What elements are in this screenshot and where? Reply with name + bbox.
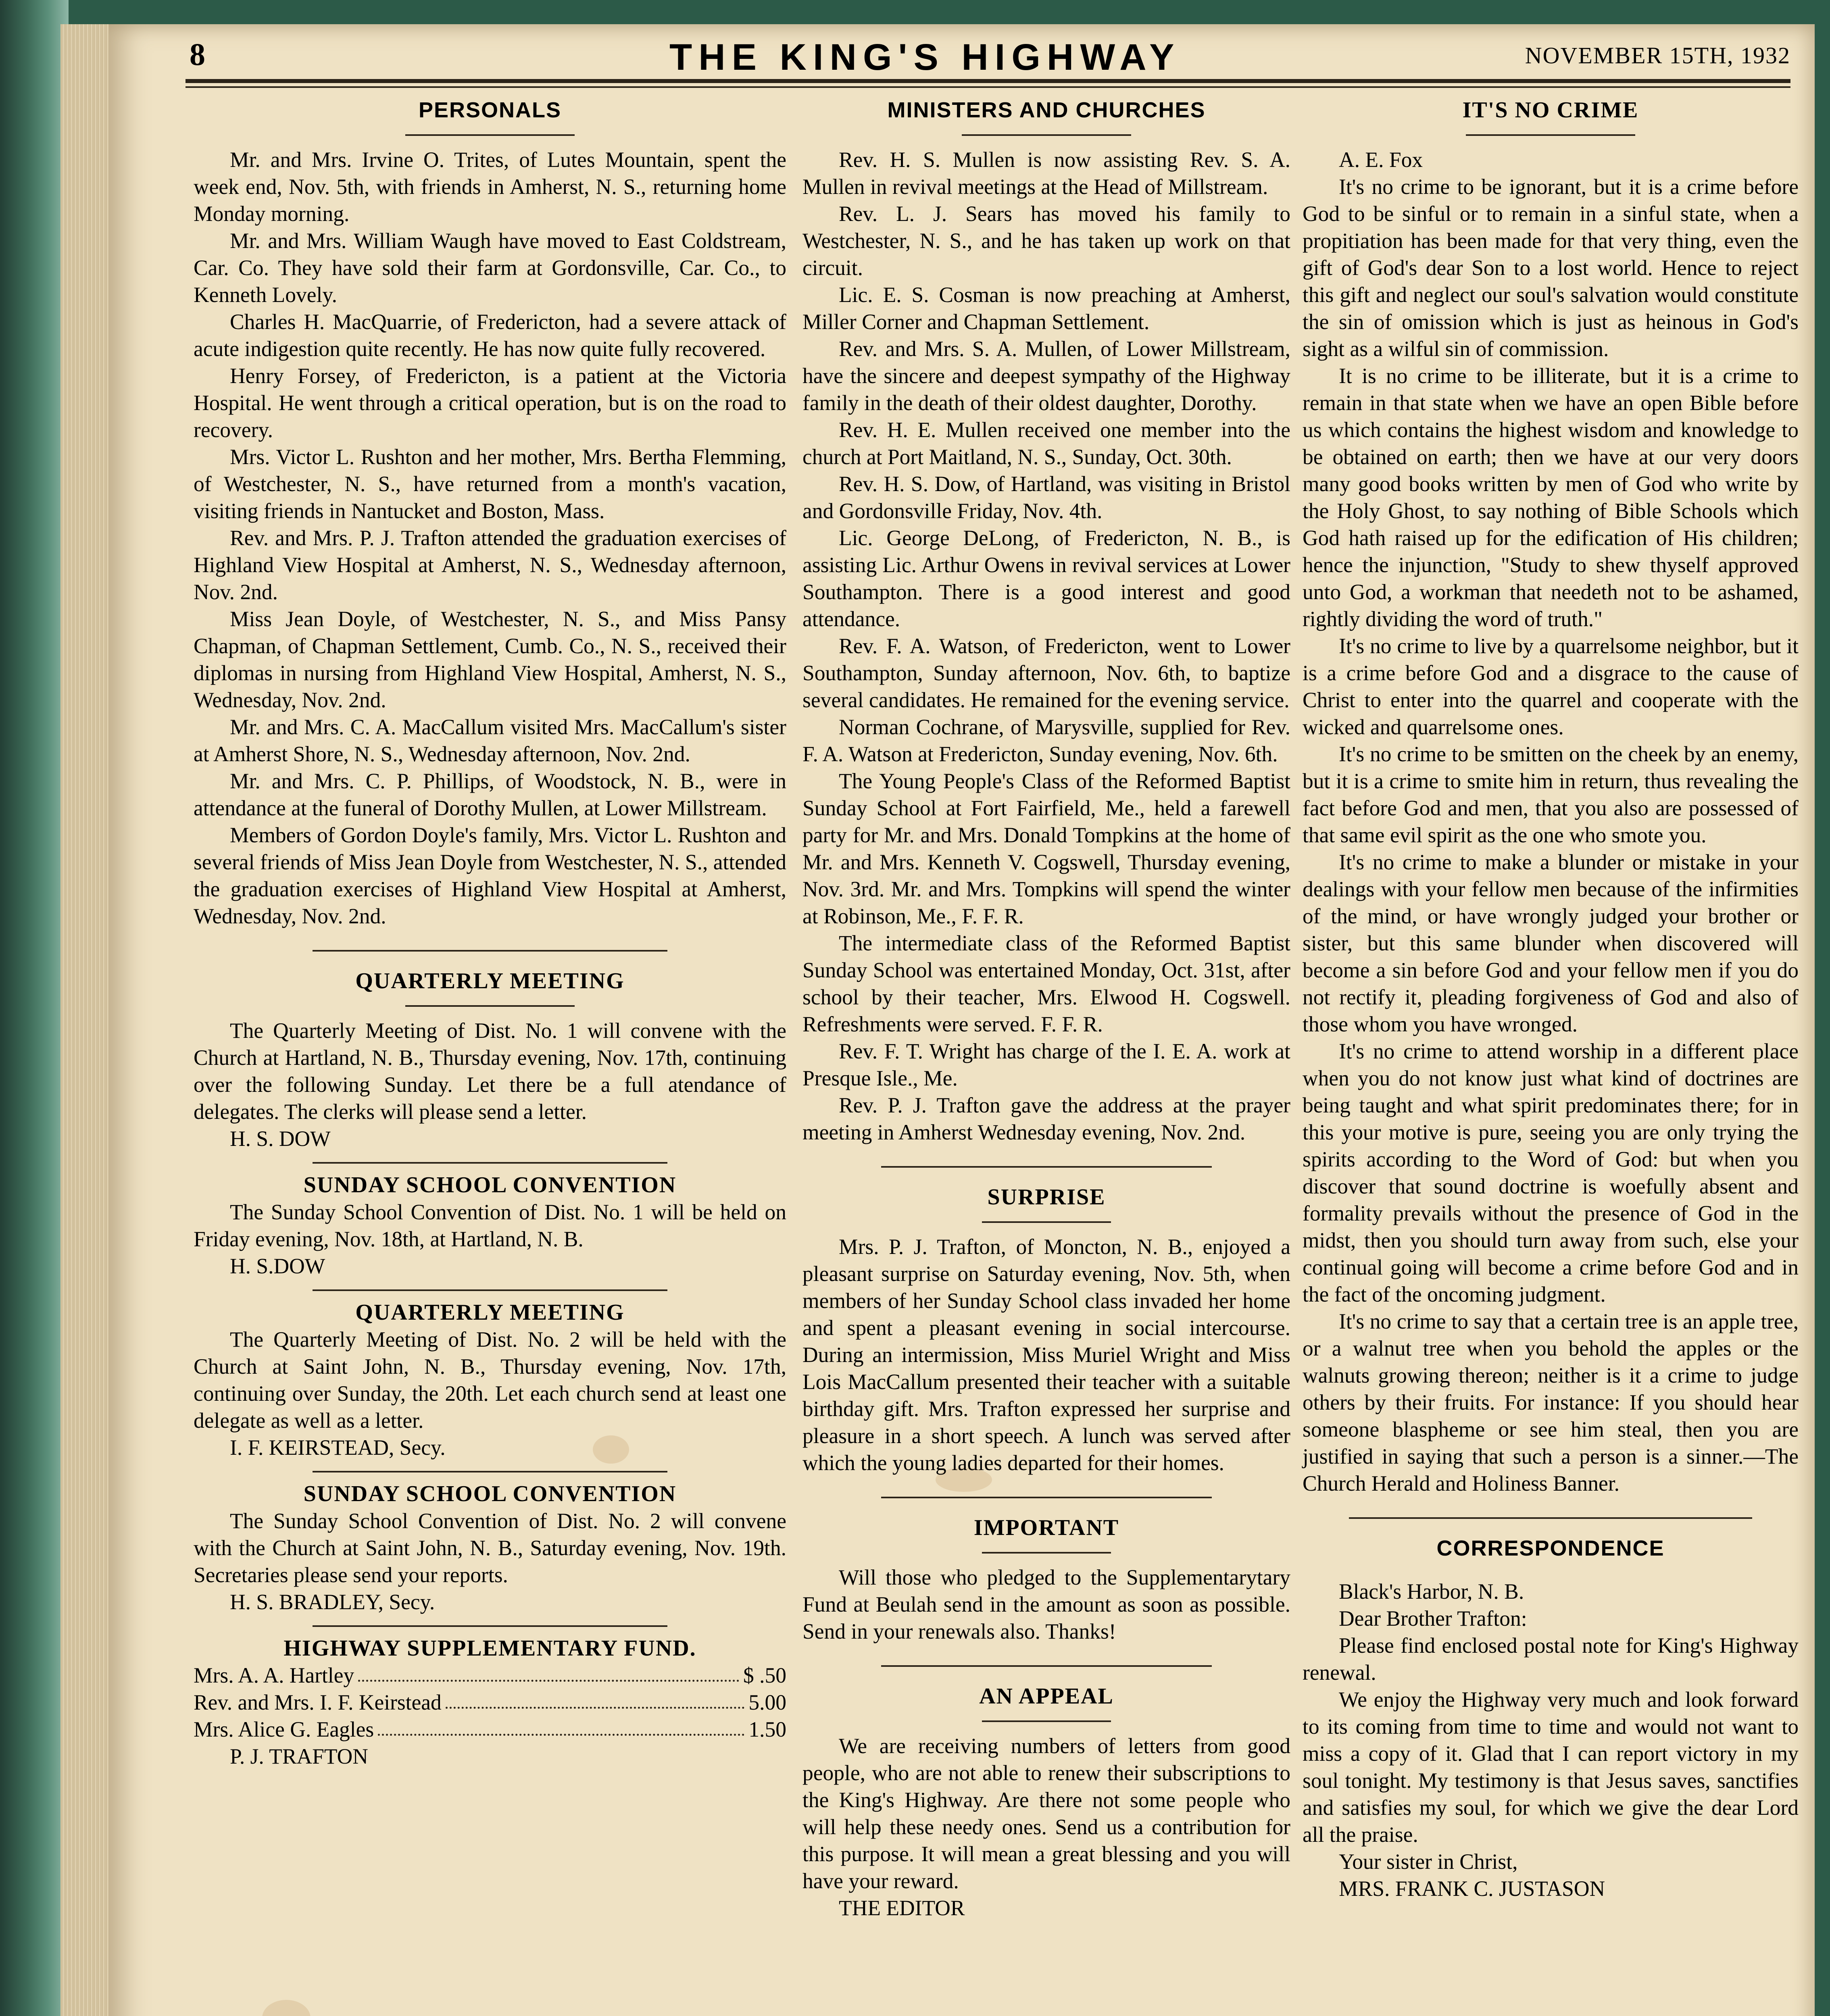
signature: P. J. TRAFTON — [230, 1744, 368, 1768]
signature: I. F. KEIRSTEAD, Secy. — [230, 1435, 446, 1460]
article-paragraph: Mrs. P. J. Trafton, of Moncton, N. B., enjoyed a pleasant surprise on Saturday evening, Nov. 5th, when members of her Sunday School class invaded her home and spent a pleasant evening in social intercourse. During an intermission, Miss Muriel Wright and Miss Lois MacCallum presented their teacher with a suitable birthday gift. Mrs. Trafton expressed her surprise and pleasure in a short speech. A lunch was served after which the young ladies departed for their homes. — [802, 1235, 1290, 1475]
article-paragraph: The Young People's Class of the Reformed Baptist Sunday School at Fort Fairfield, Me., held a farewell party for Mr. and Mrs. Donald Tompkins at the home of Mr. and Mrs. Kenneth V. Cogswell, Thursday evening, Nov. 3rd. Mr. and Mrs. Tompkins will spend the winter at Robinson, Me., F. F. R. — [802, 769, 1290, 928]
article-paragraph: Lic. E. S. Cosman is now preaching at Amherst, Miller Corner and Chapman Settlement. — [802, 283, 1290, 334]
divider — [1349, 1517, 1752, 1519]
spacer — [1303, 1562, 1799, 1578]
article-paragraph: It's no crime to be smitten on the cheek by an enemy, but it is a crime to smite him in return, thus revealing the fact before God and men, that you also are possessed of that same evil spirit as the one who smote you. — [1303, 742, 1799, 847]
article-paragraph: It is no crime to be illiterate, but it is a crime to remain in that state when we have an open Bible before us which contains the highest wisdom and knowledge to be obtained on earth; then we have at our very doors many good books written by men of God who write by the Holy Ghost, to say nothing of Bible Schools which God hath raised up for the edification of His children; hence the injunction, "Study to shew thyself approved unto God, a workman that needeth not to be ashamed, rightly dividing the word of truth." — [1303, 364, 1799, 631]
section-heading: IMPORTANT — [973, 1515, 1119, 1540]
letter-closing: Your sister in Christ, — [1339, 1849, 1518, 1874]
section-heading: PERSONALS — [418, 98, 562, 122]
paper-stain — [262, 2000, 311, 2016]
section-heading: SURPRISE — [987, 1185, 1106, 1210]
article-paragraph: It's no crime to attend worship in a different place when you do not know just what kind of doctrines are being taught and what spirit predominates there; for in this your motive is pure, seeing you are only trying the spirits according to the Word of God: but when you discover that sound doctrine is woefully absent and formality prevails without the presence of God in the midst, then you should turn away from such, else your continual going will become a crime before God and in the fact of the oncoming judgment. — [1303, 1039, 1799, 1306]
article-paragraph: Rev. F. T. Wright has charge of the I. E. A. work at Presque Isle., Me. — [802, 1039, 1290, 1090]
donation-amount: 1.50 — [748, 1717, 786, 1741]
article-paragraph: Mrs. Victor L. Rushton and her mother, Mrs. Bertha Flemming, of Westchester, N. S., have returned from a month's vacation, visiting friends in Nantucket and Boston, Mass. — [194, 445, 786, 523]
article-paragraph: Rev. and Mrs. P. J. Trafton attended the graduation exercises of Highland View Hospital at Amherst, N. S., Wednesday afternoon, Nov. 2nd. — [194, 526, 786, 604]
fund-row — [194, 1716, 786, 1743]
article-paragraph: Mr. and Mrs. C. P. Phillips, of Woodstock, N. B., were in attendance at the funeral of Dorothy Mullen, at Lower Millstream. — [194, 769, 786, 820]
column-right — [1303, 97, 1799, 1902]
divider — [405, 1005, 575, 1007]
fund-row — [194, 1689, 786, 1716]
page-number: 8 — [190, 37, 205, 72]
donor-name: Rev. and Mrs. I. F. Keirstead — [194, 1690, 442, 1714]
article-paragraph: The Quarterly Meeting of Dist. No. 1 will convene with the Church at Hartland, N. B., Thursday evening, Nov. 17th, continuing over the following Sunday. Let there be a full atendance of delegates. The clerks will please send a letter. — [194, 1018, 786, 1124]
article-paragraph: Lic. George DeLong, of Fredericton, N. B., is assisting Lic. Arthur Owens in revival services at Lower Southampton. There is a good interest and good attendance. — [802, 526, 1290, 631]
masthead-rule — [186, 86, 1790, 88]
letter-salutation: Dear Brother Trafton: — [1339, 1606, 1527, 1631]
donation-amount: 5.00 — [748, 1690, 786, 1714]
column-middle — [802, 97, 1290, 1922]
article-paragraph: It's no crime to live by a quarrelsome neighbor, but it is a crime before God and a disgrace to the cause of Christ to enter into the quarrel and cooperate with the wicked and quarrelsome ones. — [1303, 634, 1799, 739]
divider — [962, 134, 1131, 136]
divider — [982, 1552, 1111, 1554]
article-paragraph: Charles H. MacQuarrie, of Fredericton, had a severe attack of acute indigestion quite recently. He has now quite fully recovered. — [194, 310, 786, 361]
column-left — [194, 97, 786, 1770]
author-byline: A. E. Fox — [1339, 148, 1423, 172]
article-paragraph: Miss Jean Doyle, of Westchester, N. S., and Miss Pansy Chapman, of Chapman Settlement, Cumb. Co., N. S., received their diplomas in nursing from Highland View Hospital, Amherst, N. S., Wednesday, Nov. 2nd. — [194, 607, 786, 712]
masthead — [186, 36, 1790, 81]
divider — [982, 1221, 1111, 1223]
donor-name: Mrs. A. A. Hartley — [194, 1663, 354, 1687]
section-heading: CORRESPONDENCE — [1436, 1536, 1665, 1560]
divider — [313, 1625, 667, 1627]
divider — [313, 1289, 667, 1291]
article-paragraph: Members of Gordon Doyle's family, Mrs. Victor L. Rushton and several friends of Miss Jean Doyle from Westchester, N. S., attended the graduation exercises of Highland View Hospital at Amherst, Wednesday, Nov. 2nd. — [194, 823, 786, 928]
article-paragraph: Mr. and Mrs. William Waugh have moved to East Coldstream, Car. Co. They have sold their farm at Gordonsville, Car. Co., to Kenneth Lovely. — [194, 229, 786, 307]
article-paragraph: The intermediate class of the Reformed Baptist Sunday School was entertained Monday, Oct. 31st, after school by their teacher, Mrs. Elwood H. Cogswell. Refreshments were served. F. F. R. — [802, 931, 1290, 1036]
donor-name: Mrs. Alice G. Eagles — [194, 1717, 374, 1741]
signature: THE EDITOR — [839, 1896, 965, 1920]
divider — [1466, 134, 1635, 136]
signature: H. S. DOW — [230, 1127, 331, 1151]
article-paragraph: Mr. and Mrs. Irvine O. Trites, of Lutes Mountain, spent the week end, Nov. 5th, with friends in Amherst, N. S., returning home Monday morning. — [194, 148, 786, 226]
divider — [982, 1720, 1111, 1722]
article-paragraph: It's no crime to say that a certain tree is an apple tree, or a walnut tree when you behold the apples or the walnuts growing thereon; neither is it a crime to judge others by their fruits. For instance: If you should hear someone blaspheme or see him steal, then you are justified in saying that such a person is a sinner.—The Church Herald and Holiness Banner. — [1303, 1309, 1799, 1495]
divider — [405, 134, 575, 136]
masthead-rule — [186, 79, 1790, 83]
article-paragraph: Rev. H. E. Mullen received one member into the church at Port Maitland, N. S., Sunday, Oct. 30th. — [802, 418, 1290, 469]
letter-paragraph: We enjoy the Highway very much and look forward to its coming from time to time and would not want to miss a copy of it. Glad that I can report victory in my soul tonight. My testimony is that Jesus saves, sanctifies and satisfies my soul, for which we give the dear Lord all the praise. — [1303, 1687, 1799, 1847]
article-paragraph: Rev. F. A. Watson, of Fredericton, went to Lower Southampton, Sunday afternoon, Nov. 6th, to baptize several candidates. He remained for the evening service. — [802, 634, 1290, 712]
leader-dots — [378, 1716, 744, 1736]
section-heading: QUARTERLY MEETING — [355, 1300, 625, 1325]
article-paragraph: Rev. P. J. Trafton gave the address at the prayer meeting in Amherst Wednesday evening, Nov. 2nd. — [802, 1093, 1290, 1144]
article-paragraph: It's no crime to make a blunder or mistake in your dealings with your fellow men because of the infirmities of the mind, or have wrongly judged your brother or sister, but this same blunder when discovered will become a sin before God and your fellow men if you do not rectify it, pleading forgiveness of God and also of those whom you have wronged. — [1303, 850, 1799, 1036]
issue-date: NOVEMBER 15TH, 1932 — [1525, 42, 1790, 69]
section-heading: HIGHWAY SUPPLEMENTARY FUND. — [283, 1636, 696, 1661]
leader-dots — [446, 1689, 745, 1709]
article-paragraph: It's no crime to be ignorant, but it is a crime before God to be sinful or to remain in a sinful state, when a propitiation has been made for that very thing, even the gift of God's dear Son to a lost world. Hence to reject this gift and neglect our soul's salvation would constitute the sin of omission which is just as heinous in God's sight as a wilful sin of commission. — [1303, 175, 1799, 361]
divider — [881, 1665, 1212, 1667]
article-paragraph: Norman Cochrane, of Marysville, supplied for Rev. F. A. Watson at Fredericton, Sunday evening, Nov. 6th. — [802, 715, 1290, 766]
section-heading: SUNDAY SCHOOL CONVENTION — [303, 1481, 677, 1506]
letter-place: Black's Harbor, N. B. — [1339, 1579, 1524, 1604]
article-paragraph: Mr. and Mrs. C. A. MacCallum visited Mrs. MacCallum's sister at Amherst Shore, N. S., Wednesday afternoon, Nov. 2nd. — [194, 715, 786, 766]
divider — [313, 1162, 667, 1164]
article-paragraph: The Sunday School Convention of Dist. No. 2 will convene with the Church at Saint John, N. B., Saturday evening, Nov. 19th. Secretaries please send your reports. — [194, 1509, 786, 1587]
section-heading: SUNDAY SCHOOL CONVENTION — [303, 1173, 677, 1198]
section-heading: MINISTERS AND CHURCHES — [887, 98, 1206, 122]
letter-paragraph: Please find enclosed postal note for King's Highway renewal. — [1303, 1633, 1799, 1685]
section-heading: QUARTERLY MEETING — [355, 968, 625, 993]
article-paragraph: Rev. L. J. Sears has moved his family to Westchester, N. S., and he has taken up work on that circuit. — [802, 202, 1290, 280]
article-paragraph: Rev. H. S. Mullen is now assisting Rev. S. A. Mullen in revival meetings at the Head of Millstream. — [802, 148, 1290, 199]
article-paragraph: The Quarterly Meeting of Dist. No. 2 will be held with the Church at Saint John, N. B., Thursday evening, Nov. 17th, continuing over Sunday, the 20th. Let each church send at least one delegate as well as a letter. — [194, 1327, 786, 1433]
article-paragraph: Henry Forsey, of Fredericton, is a patient at the Victoria Hospital. He went through a critical operation, but is on the road to recovery. — [194, 364, 786, 442]
divider — [313, 950, 667, 952]
signature: H. S. BRADLEY, Secy. — [230, 1590, 435, 1614]
book-cover-edge — [0, 0, 69, 2016]
article-paragraph: Will those who pledged to the Supplementarytary Fund at Beulah send in the amount as soon as possible. Send in your renewals also. Thanks! — [802, 1565, 1290, 1643]
article-paragraph: Rev. and Mrs. S. A. Mullen, of Lower Millstream, have the sincere and deepest sympathy of the Highway family in the death of their oldest daughter, Dorothy. — [802, 337, 1290, 415]
signature: MRS. FRANK C. JUSTASON — [1339, 1876, 1605, 1901]
article-paragraph: Rev. H. S. Dow, of Hartland, was visiting in Bristol and Gordonsville Friday, Nov. 4th. — [802, 472, 1290, 523]
section-heading: IT'S NO CRIME — [1462, 98, 1639, 123]
divider — [313, 1471, 667, 1472]
leader-dots — [358, 1662, 739, 1682]
section-heading: AN APPEAL — [979, 1684, 1114, 1709]
article-paragraph: We are receiving numbers of letters from good people, who are not able to renew their subscriptions to the King's Highway. Are there not some people who will help these needy ones. Send us a contribution for this purpose. It will mean a great blessing and you will have your reward. — [802, 1734, 1290, 1893]
article-paragraph: The Sunday School Convention of Dist. No. 1 will be held on Friday evening, Nov. 18th, at Hartland, N. B. — [194, 1200, 786, 1251]
signature: H. S.DOW — [230, 1254, 325, 1278]
divider — [881, 1166, 1212, 1168]
fund-row — [194, 1662, 786, 1689]
newspaper-title: THE KING'S HIGHWAY — [669, 37, 1181, 78]
donation-amount: $ .50 — [743, 1663, 786, 1687]
divider — [881, 1497, 1212, 1498]
